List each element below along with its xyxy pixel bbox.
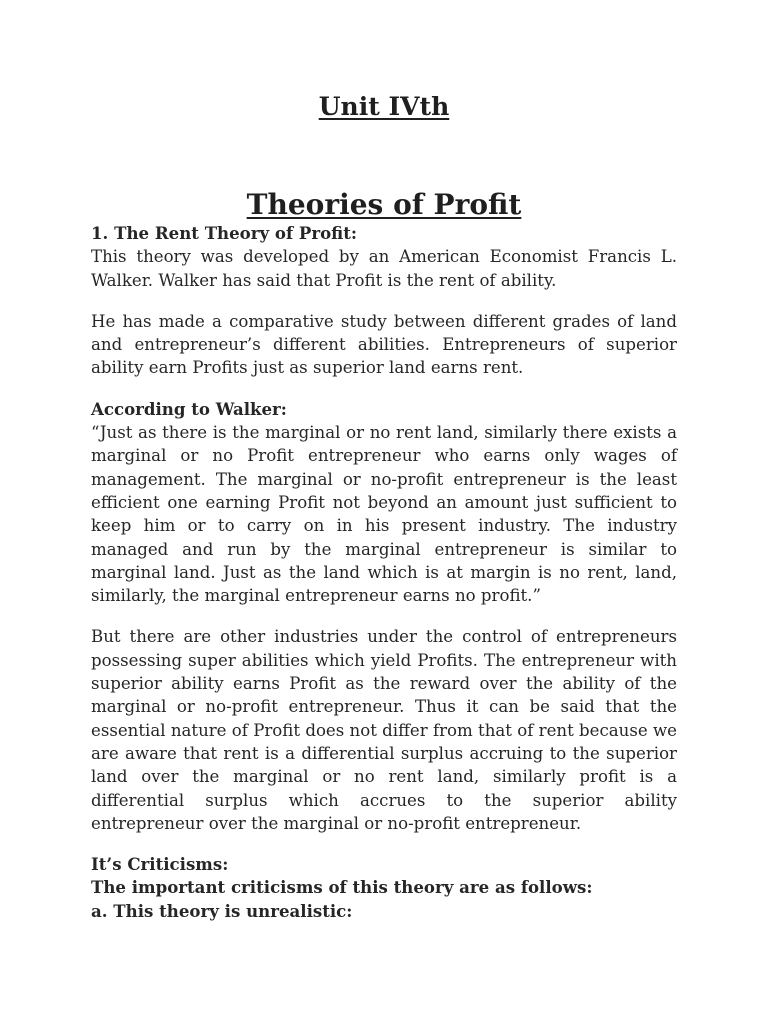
section-according-to-walker	[91, 398, 677, 608]
walker-quote: “Just as there is the marginal or no rent land, similarly there exists a marginal or no Profit entrepreneur who earns only wages of management. The marginal or no-profit entrepreneur is the least efficient one earning Profit not beyond an amount just sufficient to keep him or to carry on in his present industry. The industry managed and run by the marginal entrepreneur is similar to marginal land. Just as the land which is at margin is no rent, land, similarly, the marginal entrepreneur earns no profit.”	[91, 423, 677, 606]
criticisms-heading: It’s Criticisms:	[91, 854, 229, 875]
section-heading: 1. The Rent Theory of Profit:	[91, 223, 358, 243]
section-criticisms	[91, 853, 677, 923]
criticisms-intro: The important criticisms of this theory are as follows:	[91, 877, 593, 898]
document-body	[91, 222, 677, 923]
paragraph-superior-abilities: But there are other industries under the control of entrepreneurs possessing super abilities which yield Profits. The entrepreneur with superior ability earns Profit as the reward over the ability of the marginal or no-profit entrepreneur. Thus it can be said that the essential nature of Profit does not differ from that of rent because we are aware that rent is a differential surplus accruing to the superior land over the marginal or no rent land, similarly profit is a differential surplus which accrues to the superior ability entrepreneur over the marginal or no-profit entrepreneur.	[91, 627, 677, 833]
main-title: Theories of Profit	[246, 188, 522, 221]
unit-title: Unit IVth	[318, 92, 450, 121]
section-rent-theory	[91, 222, 677, 292]
walker-heading: According to Walker:	[91, 398, 287, 419]
paragraph-intro: This theory was developed by an American Economist Francis L. Walker. Walker has said that Profit is the rent of ability.	[91, 247, 677, 290]
criticism-a: a. This theory is unrealistic:	[91, 900, 353, 921]
paragraph-comparative-study: He has made a comparative study between different grades of land and entrepreneur’s different abilities. Entrepreneurs of superior ability earn Profits just as superior land earns rent.	[91, 311, 677, 378]
